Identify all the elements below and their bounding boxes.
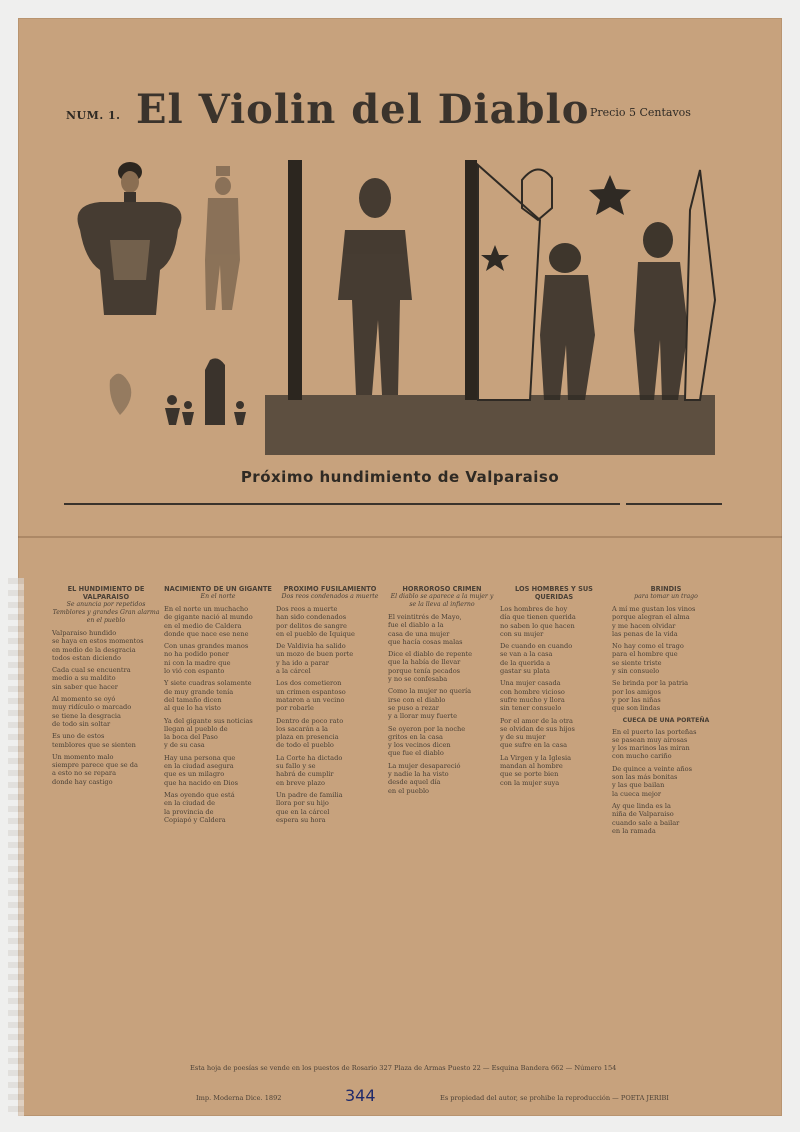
article-subtitle: En el norte xyxy=(200,593,236,600)
divider-rule-left xyxy=(64,503,620,505)
stanza: Se brinda por la patria por los amigos y por las niñas que son lindas xyxy=(612,679,689,713)
stanza: Cada cual se encuentra medio a su maldito sin saber que hacer xyxy=(52,666,131,691)
article-subtitle: Se anuncia por repetidos Temblores y grandes Gran alarma en el pueblo xyxy=(52,601,160,624)
article-columns xyxy=(52,585,712,1060)
condemned-man-figure xyxy=(338,178,412,395)
stanza: Por el amor de la otra se olvidan de sus hijos y de su mujer que sufre en la casa xyxy=(500,716,575,750)
stanza: Se oyeron por la noche gritos en la casa y los vecinos dicen que fue el diablo xyxy=(388,724,466,758)
right-post xyxy=(465,160,477,400)
article-column-1 xyxy=(52,585,160,790)
article-subtitle: Dos reos condenados a muerte xyxy=(281,593,379,600)
stanza: No hay como el trago para el hombre que se siente triste y sin consuelo xyxy=(612,642,684,676)
article-heading: NACIMIENTO DE UN GIGANTE xyxy=(164,585,272,593)
small-scene xyxy=(110,358,246,425)
torn-edge xyxy=(8,578,24,1118)
stanza: De quince a veinte años son las más bonitas y las que bailan la cueca mejor xyxy=(612,764,692,798)
article-column-2 xyxy=(164,585,272,828)
stanza: La mujer desapareció y nadie la ha visto desde aquel día en el pueblo xyxy=(388,761,461,795)
gentleman-figure xyxy=(205,166,240,310)
article-column-5 xyxy=(500,585,608,791)
stanza: Los dos cometieron un crimen espantoso mataron a un vecino por robarle xyxy=(276,679,346,713)
footer-distribution-note: Esta hoja de poesías se vende en los puestos de Rosario 327 Plaza de Armas Puesto 22 — Esquina Bandera 662 — Número 154 xyxy=(190,1064,617,1072)
stanza: La Corte ha dictado su fallo y se habrá de cumplir en breve plazo xyxy=(276,753,343,787)
masthead-title: El Violin del Diablo xyxy=(136,86,590,133)
article-heading: HORROROSO CRIMEN xyxy=(402,585,482,593)
stanza: Al momento se oyó muy ridículo o marcado se tiene la desgracia de todo sin soltar xyxy=(52,695,132,728)
stanza: Dice el diablo de repente que la había de llevar porque tenía pecados y no se confesaba xyxy=(388,650,473,684)
left-post xyxy=(288,160,302,400)
stanza: De Valdivia ha salido un mozo de buen porte y ha ido a parar a la cárcel xyxy=(276,642,354,676)
woodcut-illustration xyxy=(60,150,720,460)
article-column-4 xyxy=(388,585,496,799)
article-heading-secondary: CUECA DE UNA PORTEÑA xyxy=(622,716,710,724)
stanza: La Virgen y la Iglesia mandan al hombre que se porte bien con la mujer suya xyxy=(500,753,571,787)
article-heading: PROXIMO FUSILAMIENTO xyxy=(283,585,377,593)
article-subtitle: para tomar un trago xyxy=(634,593,698,600)
article-heading: EL HUNDIMIENTO DE VALPARAISO xyxy=(67,585,145,601)
stanza: Dos reos a muerte han sido condenados por delitos de sangre en el pueblo de Iquique xyxy=(276,605,355,638)
fold-line xyxy=(18,536,782,538)
illustration-caption: Próximo hundimiento de Valparaiso xyxy=(240,468,560,486)
stanza: En el norte un muchacho de gigante nació al mundo en el medio de Caldera donde que nace ese nene xyxy=(164,605,253,638)
handwritten-page-number: 344 xyxy=(345,1086,376,1105)
flag-and-soldiers xyxy=(478,165,715,400)
stanza: Es uno de estos temblores que se sienten xyxy=(52,732,136,749)
stanza: Ya del gigante sus noticias llegan al pueblo de la boca del Paso y de su casa xyxy=(164,716,253,750)
ground-block xyxy=(265,395,715,455)
stanza: Con unas grandes manos no ha podido poner ni con la madre que lo vió con espanto xyxy=(164,642,249,676)
stanza: El veintitrés de Mayo, fue el diablo a la casa de una mujer que hacía cosas malas xyxy=(388,613,463,646)
stanza: Dentro de poco rato los sacarán a la plaza en presencia de todo el pueblo xyxy=(276,716,344,750)
stanza: Los hombres de hoy día que tienen querida no saben lo que hacen con su mujer xyxy=(500,605,576,638)
divider-rule-right xyxy=(626,503,722,505)
stanza: Valparaiso hundido se haya en estos momentos en medio de la desgracia todos estan diciendo xyxy=(52,629,144,662)
article-column-3 xyxy=(276,585,384,828)
stanza: Una mujer casada con hombre vicioso sufre mucho y llora sin tener consuelo xyxy=(500,679,565,713)
stanza: Mas oyendo que está en la ciudad de la provincia de Copiapó y Caldera xyxy=(164,790,235,824)
woman-portrait-figure xyxy=(78,162,182,315)
price-label: Precio 5 Centavos xyxy=(590,106,691,119)
article-subtitle: El diablo se aparece a la mujer y se la lleva al infierno xyxy=(390,593,494,608)
stanza: Hay una persona que en la ciudad asegura que es un milagro que ha nacido en Dios xyxy=(164,753,238,787)
article-heading: BRINDIS xyxy=(650,585,682,593)
article-heading: LOS HOMBRES Y SUS QUERIDAS xyxy=(515,585,593,601)
stanza: A mí me gustan los vinos porque alegran el alma y me hacen olvidar las penas de la vida xyxy=(612,605,696,638)
stanza: Un momento malo siempre parece que se da a esto no se repara donde hay castigo xyxy=(52,752,138,786)
stanza: De cuando en cuando se van a la casa de la querida a gastar su plata xyxy=(500,642,573,676)
stanza: En el puerto las porteñas se pasean muy airosas y los marinos las miran con mucho cariño xyxy=(612,727,697,761)
stanza: Un padre de familia llora por su hijo que en la cárcel espera su hora xyxy=(276,790,343,824)
footer-copyright: Es propiedad del autor, se prohibe la reproducción — POETA JERIBI xyxy=(440,1094,669,1102)
stanza: Como la mujer no quería irse con el diablo se puso a rezar y a llorar muy fuerte xyxy=(388,687,472,721)
article-column-6 xyxy=(612,585,720,839)
stanza: Ay que linda es la niña de Valparaiso cuando sale a bailar en la ramada xyxy=(612,801,680,835)
stanza: Y siete cuadras solamente de muy grande tenía del tamaño dicen al que lo ha visto xyxy=(164,679,252,713)
footer-printer: Imp. Moderna Dice. 1892 xyxy=(196,1094,282,1102)
issue-number: NUM. 1. xyxy=(66,109,121,122)
